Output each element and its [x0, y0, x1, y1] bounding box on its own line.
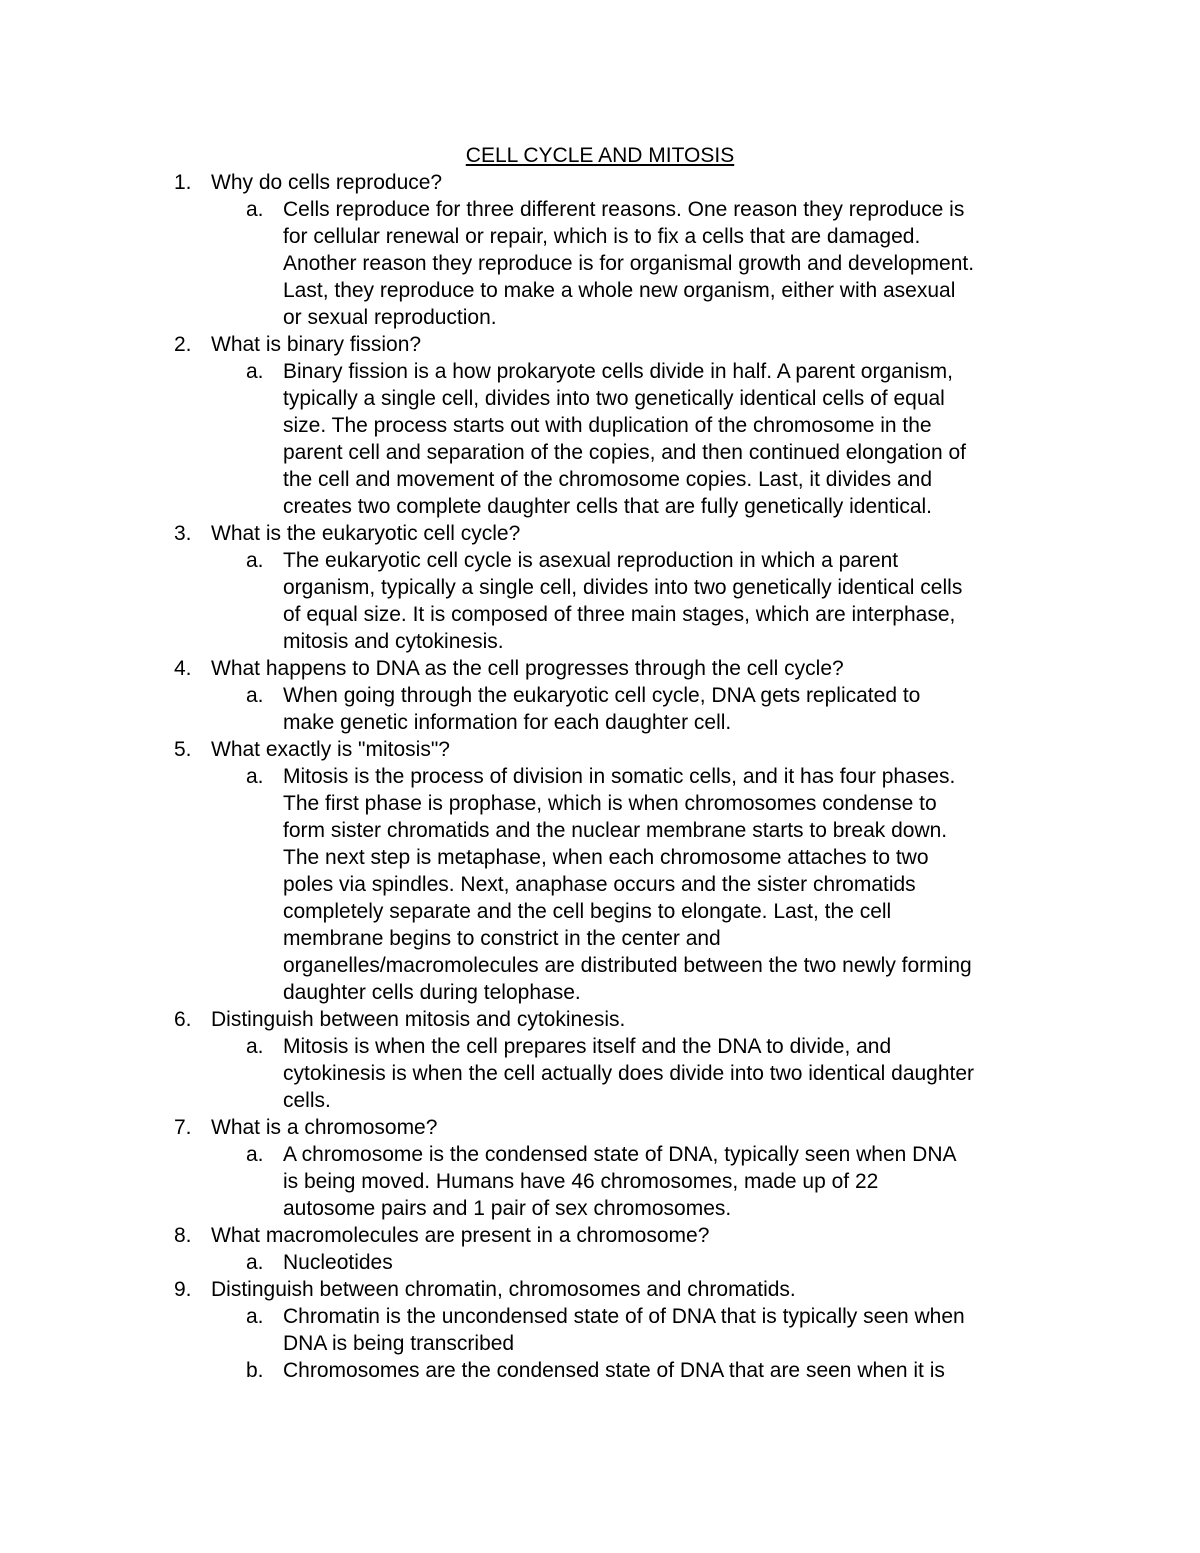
answer-text-line: size. The process starts out with duplication of the chromosome in the: [283, 414, 932, 437]
question-number: 1.: [174, 171, 192, 194]
question-item: [0, 331, 1200, 520]
answer-text-line: the cell and movement of the chromosome copies. Last, it divides and: [283, 468, 933, 491]
answer-item: [0, 763, 1063, 1006]
question-text: What is the eukaryotic cell cycle?: [211, 522, 521, 545]
answer-text-line: Chromatin is the uncondensed state of of DNA that is typically seen when: [283, 1305, 965, 1328]
answer-text-line: poles via spindles. Next, anaphase occurs and the sister chromatids: [283, 873, 916, 896]
question-number: 5.: [174, 738, 192, 761]
answer-item: [0, 1357, 1063, 1384]
answer-item: [0, 1141, 1063, 1222]
question-item: [0, 655, 1200, 736]
answer-item: [0, 1033, 1063, 1114]
answer-letter: a.: [246, 360, 264, 383]
answer-text-line: of equal size. It is composed of three main stages, which are interphase,: [283, 603, 956, 626]
answer-text-line: Chromosomes are the condensed state of DNA that are seen when it is: [283, 1359, 945, 1382]
answer-list: [0, 547, 1200, 655]
answer-text-line: A chromosome is the condensed state of DNA, typically seen when DNA: [283, 1143, 957, 1166]
answer-text-line: creates two complete daughter cells that are fully genetically identical.: [283, 495, 933, 518]
answer-letter: a.: [246, 1305, 264, 1328]
answer-text-line: Binary fission is a how prokaryote cells divide in half. A parent organism,: [283, 360, 954, 383]
answer-text-line: mitosis and cytokinesis.: [283, 630, 504, 653]
answer-list: [0, 682, 1200, 736]
question-row: [0, 169, 1091, 196]
answer-text-line: parent cell and separation of the copies, and then continued elongation of: [283, 441, 967, 464]
question-number: 9.: [174, 1278, 192, 1301]
answer-list: [0, 1303, 1200, 1384]
answer-text-line: The eukaryotic cell cycle is asexual reproduction in which a parent: [283, 549, 899, 572]
question-text: Distinguish between chromatin, chromosomes and chromatids.: [211, 1278, 796, 1301]
question-number: 3.: [174, 522, 192, 545]
answer-text-line: organelles/macromolecules are distributed between the two newly forming: [283, 954, 972, 977]
answer-list: [0, 196, 1200, 331]
answer-item: [0, 682, 1063, 736]
answer-text-line: Last, they reproduce to make a whole new organism, either with asexual: [283, 279, 956, 302]
question-text: What exactly is "mitosis"?: [211, 738, 450, 761]
question-row: [0, 1006, 1091, 1033]
answer-text-line: autosome pairs and 1 pair of sex chromosomes.: [283, 1197, 732, 1220]
answer-text-line: Cells reproduce for three different reasons. One reason they reproduce is: [283, 198, 965, 221]
question-row: [0, 736, 1091, 763]
answer-text-line: completely separate and the cell begins to elongate. Last, the cell: [283, 900, 892, 923]
answer-text-line: make genetic information for each daughter cell.: [283, 711, 732, 734]
answer-text-line: cells.: [283, 1089, 331, 1112]
answer-text-line: daughter cells during telophase.: [283, 981, 581, 1004]
question-item: [0, 1006, 1200, 1114]
question-text: Why do cells reproduce?: [211, 171, 443, 194]
question-number: 2.: [174, 333, 192, 356]
question-list: [0, 169, 1200, 1384]
question-text: What is a chromosome?: [211, 1116, 438, 1139]
question-item: [0, 520, 1200, 655]
question-text: Distinguish between mitosis and cytokinesis.: [211, 1008, 626, 1031]
question-row: [0, 520, 1091, 547]
question-number: 7.: [174, 1116, 192, 1139]
answer-letter: a.: [246, 1143, 264, 1166]
answer-text-line: Mitosis is when the cell prepares itself and the DNA to divide, and: [283, 1035, 892, 1058]
answer-text-line: Nucleotides: [283, 1251, 393, 1274]
question-text: What is binary fission?: [211, 333, 422, 356]
answer-letter: a.: [246, 549, 264, 572]
answer-text-line: is being moved. Humans have 46 chromosomes, made up of 22: [283, 1170, 879, 1193]
answer-list: [0, 763, 1200, 1006]
answer-text-line: The first phase is prophase, which is when chromosomes condense to: [283, 792, 937, 815]
answer-item: [0, 358, 1063, 520]
answer-text-line: The next step is metaphase, when each chromosome attaches to two: [283, 846, 929, 869]
answer-item: [0, 1249, 1063, 1276]
answer-text-line: Another reason they reproduce is for organismal growth and development.: [283, 252, 975, 275]
question-number: 6.: [174, 1008, 192, 1031]
answer-letter: a.: [246, 765, 264, 788]
answer-letter: a.: [246, 1035, 264, 1058]
answer-item: [0, 547, 1063, 655]
question-text: What happens to DNA as the cell progresses through the cell cycle?: [211, 657, 844, 680]
question-row: [0, 1222, 1091, 1249]
question-row: [0, 1276, 1091, 1303]
question-row: [0, 1114, 1091, 1141]
answer-list: [0, 358, 1200, 520]
question-item: [0, 1276, 1200, 1384]
answer-letter: b.: [246, 1359, 264, 1382]
answer-list: [0, 1141, 1200, 1222]
answer-text-line: form sister chromatids and the nuclear membrane starts to break down.: [283, 819, 948, 842]
question-number: 4.: [174, 657, 192, 680]
answer-text-line: Mitosis is the process of division in somatic cells, and it has four phases.: [283, 765, 956, 788]
answer-item: [0, 1303, 1063, 1357]
answer-list: [0, 1033, 1200, 1114]
answer-text-line: cytokinesis is when the cell actually does divide into two identical daughter: [283, 1062, 975, 1085]
answer-text-line: DNA is being transcribed: [283, 1332, 515, 1355]
question-item: [0, 1222, 1200, 1276]
answer-letter: a.: [246, 198, 264, 221]
answer-letter: a.: [246, 684, 264, 707]
question-row: [0, 655, 1091, 682]
answer-letter: a.: [246, 1251, 264, 1274]
answer-text-line: organism, typically a single cell, divides into two genetically identical cells: [283, 576, 963, 599]
question-item: [0, 1114, 1200, 1222]
answer-text-line: typically a single cell, divides into two genetically identical cells of equal: [283, 387, 945, 410]
answer-text-line: membrane begins to constrict in the center and: [283, 927, 721, 950]
question-row: [0, 331, 1091, 358]
question-item: [0, 736, 1200, 1006]
question-number: 8.: [174, 1224, 192, 1247]
answer-list: [0, 1249, 1200, 1276]
document-title: CELL CYCLE AND MITOSIS: [465, 144, 735, 167]
question-text: What macromolecules are present in a chromosome?: [211, 1224, 710, 1247]
answer-text-line: When going through the eukaryotic cell cycle, DNA gets replicated to: [283, 684, 921, 707]
answer-item: [0, 196, 1063, 331]
answer-text-line: or sexual reproduction.: [283, 306, 497, 329]
question-item: [0, 169, 1200, 331]
answer-text-line: for cellular renewal or repair, which is to fix a cells that are damaged.: [283, 225, 921, 248]
